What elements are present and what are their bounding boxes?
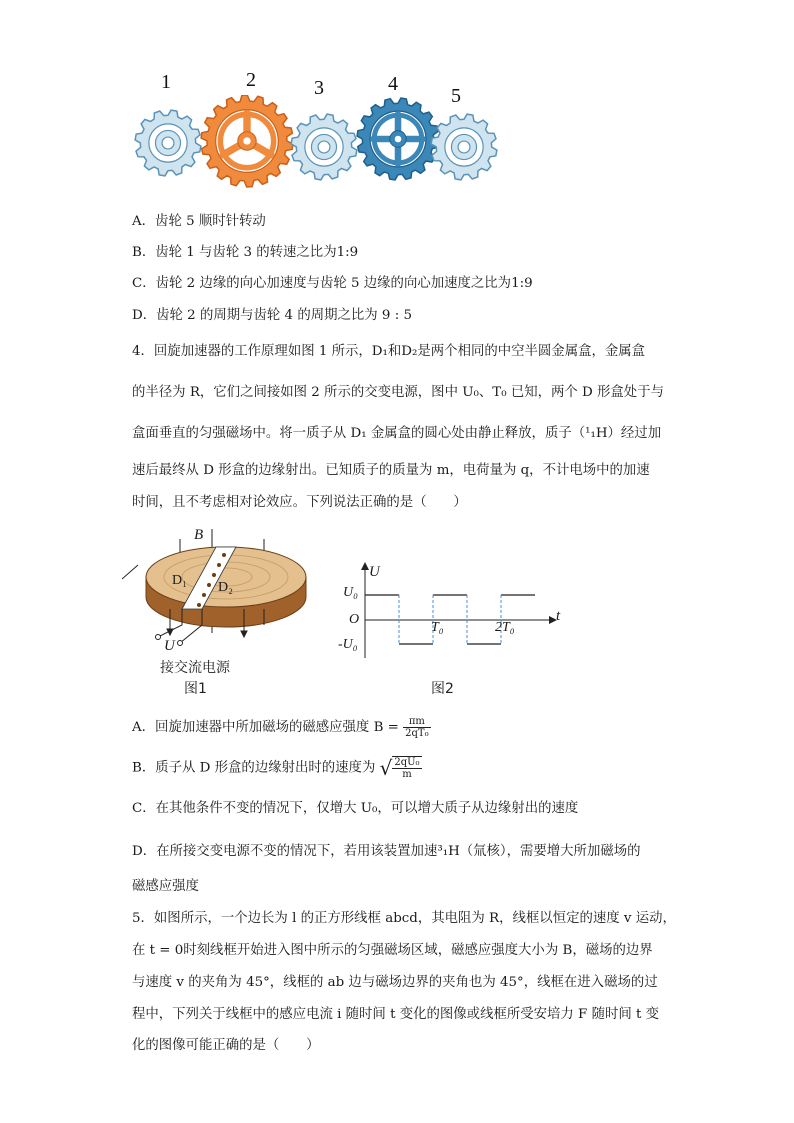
- figure-2-square-wave: [335, 560, 570, 700]
- gear-label-3: 3: [314, 77, 324, 99]
- fig1-label-d2: D₂: [218, 580, 233, 595]
- gear-label-4: 4: [388, 73, 398, 95]
- q4-option-b-denominator: m: [402, 769, 412, 780]
- q5-line-2: 在 t = 0时刻线框开始进入图中所示的匀强磁场区域，磁感应强度大小为 B，磁场的边界: [132, 943, 653, 958]
- q3-option-a: A．齿轮 5 顺时针转动: [132, 214, 266, 229]
- fig2-label-o: O: [349, 612, 360, 627]
- fig1-label-u: U: [164, 638, 175, 654]
- gear-label-1: 1: [161, 71, 171, 93]
- fig2-caption: 图2: [431, 681, 454, 697]
- q4-option-d-line-2: 磁感应强度: [132, 879, 199, 894]
- q5-line-5: 化的图像可能正确的是（ ）: [132, 1038, 320, 1053]
- q4-option-c: C．在其他条件不变的情况下，仅增大 U₀，可以增大质子从边缘射出的速度: [132, 801, 579, 816]
- fig2-label-t0: T₀: [431, 620, 444, 635]
- q4-option-a-denominator: 2qT₀: [405, 728, 429, 739]
- q3-option-d: D．齿轮 2 的周期与齿轮 4 的周期之比为 9 : 5: [132, 308, 412, 323]
- fig2-label-t: t: [556, 608, 561, 624]
- q4-option-b-numerator: 2qU₀: [394, 757, 420, 768]
- q4-option-b-text: B．质子从 D 形盒的边缘射出时的速度为: [132, 760, 376, 776]
- fig2-label-2t0: 2T₀: [495, 620, 515, 635]
- q4-option-d-line-1: D．在所接交变电源不变的情况下，若用该装置加速³₁H（氚核），需要增大所加磁场的: [132, 844, 641, 859]
- q4-line-2: 的半径为 R，它们之间接如图 2 所示的交变电源，图中 U₀、T₀ 已知，两个 D 形盒处于与: [132, 385, 664, 400]
- q5-line-3: 与速度 v 的夹角为 45°，线框的 ab 边与磁场边界的夹角也为 45°，线框在进入磁场的过: [132, 975, 658, 990]
- q5-line-1: 5．如图所示，一个边长为 l 的正方形线框 abcd，其电阻为 R，线框以恒定的速度 v 运动，: [132, 911, 676, 926]
- fig1-label-d1: D₁: [172, 573, 187, 588]
- q3-option-b: B．齿轮 1 与齿轮 3 的转速之比为1:9: [132, 245, 359, 260]
- q5-line-4: 程中，下列关于线框中的感应电流 i 随时间 t 变化的图像或线框所受安培力 F 随时间 t 变: [132, 1007, 660, 1022]
- fig1-label-b: B: [194, 527, 204, 543]
- q3-option-c: C．齿轮 2 边缘的向心加速度与齿轮 5 边缘的向心加速度之比为1:9: [132, 276, 533, 291]
- q4-option-a-fraction: [403, 716, 430, 739]
- fig1-source-caption: 接交流电源: [160, 660, 230, 676]
- q4-option-a: [132, 716, 431, 739]
- q4-line-1: 4．回旋加速器的工作原理如图 1 所示，D₁和D₂是两个相同的中空半圆金属盒，金属盒: [132, 344, 646, 359]
- gear-label-5: 5: [451, 85, 461, 107]
- q4-line-3: 盒面垂直的匀强磁场中。将一质子从 D₁ 金属盒的圆心处由静止释放，质子（¹₁H）经过加: [132, 426, 662, 441]
- fig2-label-neg-u0: -U₀: [338, 637, 358, 652]
- fig1-caption: 图1: [184, 681, 207, 697]
- gears-figure: [130, 65, 510, 200]
- q4-line-5: 时间，且不考虑相对论效应。下列说法正确的是（ ）: [132, 495, 467, 510]
- figure-1-cyclotron: [122, 525, 312, 695]
- fig2-label-u0: U₀: [343, 585, 358, 600]
- sqrt-sign: √: [379, 756, 393, 780]
- q4-option-b: [132, 756, 422, 780]
- q4-option-a-text: A．回旋加速器中所加磁场的磁感应强度 B =: [132, 720, 399, 735]
- gear-label-2: 2: [246, 69, 256, 91]
- q4-line-4: 速后最终从 D 形盒的边缘射出。已知质子的质量为 m，电荷量为 q，不计电场中的加速: [132, 463, 650, 478]
- fig2-label-u: U: [369, 564, 380, 580]
- q4-option-a-numerator: πm: [403, 716, 430, 728]
- q4-option-b-fraction: [392, 756, 421, 780]
